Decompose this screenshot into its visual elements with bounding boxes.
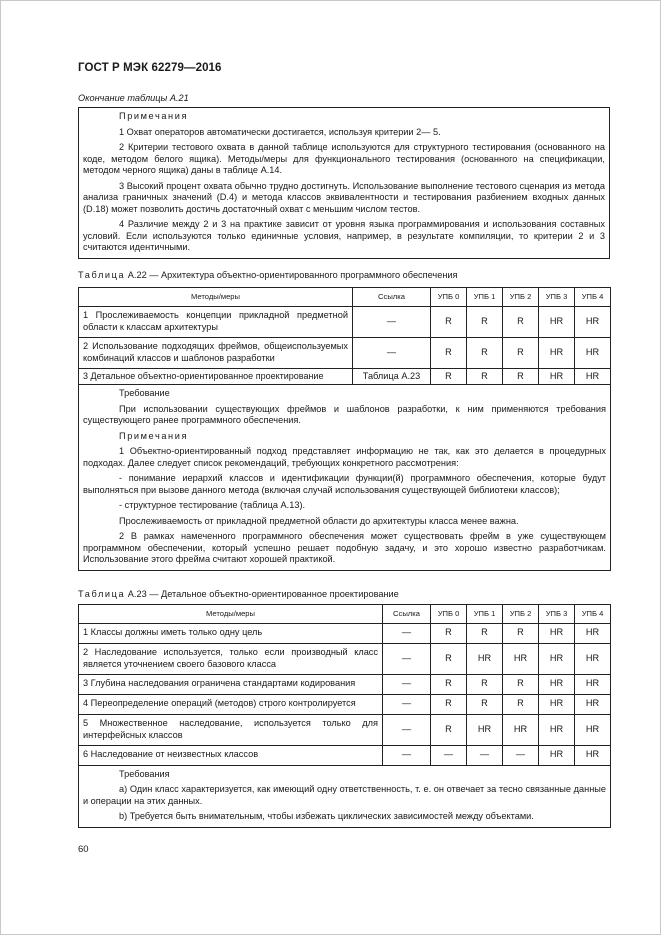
sil-cell: HR: [575, 337, 611, 368]
method-cell: 1 Прослеживаемость концепции прикладной предметной области к классам архитектуры: [79, 306, 353, 337]
column-header: УПБ 4: [575, 288, 611, 307]
table-row: [79, 368, 611, 385]
column-header: УПБ 1: [467, 288, 503, 307]
table-row: [79, 674, 611, 694]
sil-cell: HR: [575, 643, 611, 674]
table-row: [79, 623, 611, 643]
column-header: УПБ 0: [431, 605, 467, 624]
column-header: УПБ 3: [539, 288, 575, 307]
reference-cell: —: [383, 694, 431, 714]
reference-cell: —: [383, 745, 431, 765]
sil-cell: R: [503, 694, 539, 714]
sil-cell: HR: [575, 674, 611, 694]
notes-a21-item: 2 Критерии тестового охвата в данной таблице используются для структурного тестирования (основанного на коде, методом белого ящика). Методы/меры для функционального тестирования (основанного на спецификации, методом черного ящика) даны в таблице А.14.: [83, 142, 605, 175]
sil-cell: HR: [575, 714, 611, 745]
sil-cell: HR: [539, 674, 575, 694]
table-notes-row: [79, 385, 611, 571]
sil-cell: HR: [539, 337, 575, 368]
note-item: 1 Объектно-ориентированный подход представляет информацию не так, как это делается в процедурных подходах. Далее следует список рекомендаций, требующих конкретного рассмотрения:: [83, 446, 606, 468]
reference-cell: —: [383, 623, 431, 643]
sil-cell: HR: [539, 368, 575, 385]
requirement-heading: Требование: [119, 388, 170, 398]
reference-cell: —: [383, 714, 431, 745]
table-row: [79, 694, 611, 714]
requirement-item: b) Требуется быть внимательным, чтобы избежать циклических зависимостей между объектами.: [119, 811, 534, 821]
column-header: УПБ 3: [539, 605, 575, 624]
requirements-heading: Требования: [119, 768, 170, 779]
notes-a21-item: 1 Охват операторов автоматически достигается, используя критерии 2— 5.: [119, 126, 441, 137]
sil-cell: R: [467, 694, 503, 714]
sil-cell: —: [467, 745, 503, 765]
sil-cell: R: [467, 674, 503, 694]
method-cell: 4 Переопределение операций (методов) строго контролируется: [79, 694, 383, 714]
note-item: - структурное тестирование (таблица А.13).: [119, 500, 306, 510]
table-a23-caption: [78, 589, 399, 599]
column-header: УПБ 4: [575, 605, 611, 624]
sil-cell: HR: [539, 306, 575, 337]
sil-cell: HR: [467, 714, 503, 745]
table-row: [79, 306, 611, 337]
sil-cell: R: [431, 337, 467, 368]
table-a22: [78, 287, 611, 571]
column-header: УПБ 2: [503, 605, 539, 624]
table-a23-caption-title: А.23 — Детальное объектно-ориентированное проектирование: [125, 589, 399, 599]
sil-cell: R: [431, 368, 467, 385]
method-cell: 3 Детальное объектно-ориентированное проектирование: [79, 368, 353, 385]
notes-a21-item: 3 Высокий процент охвата обычно трудно достигнуть. Использование выполнение тестового сценария из метода анализа граничных значений (D.4) и метода классов эквивалентности и тестирования разбиением входных данных (D.18) может позволить достичь достаточный охват с меньшим числом тестов.: [83, 180, 605, 214]
sil-cell: R: [431, 694, 467, 714]
reference-cell: —: [383, 643, 431, 674]
notes-a21-item: 4 Различие между 2 и 3 на практике зависит от уровня языка программирования и использования составных условий. Если используются только единичные условия, например, в результате компиляции, то критерии 2 и 3 считаются идентичными.: [83, 219, 605, 252]
column-header: Методы/меры: [79, 288, 353, 307]
table-row: [79, 337, 611, 368]
method-cell: 3 Глубина наследования ограничена стандартами кодирования: [79, 674, 383, 694]
table-a23: [78, 604, 611, 828]
method-cell: 2 Использование подходящих фреймов, общеиспользуемых комбинаций классов и шаблонов разработки: [79, 337, 353, 368]
sil-cell: R: [431, 623, 467, 643]
note-item: 2 В рамках намеченного программного обеспечения может существовать фрейм в уже существующем программном обеспечении, который успешно решает подобную задачу, и это хорошо известно разработчикам. Использование этого фрейма считают хорошей практикой.: [83, 531, 606, 564]
reference-cell: —: [353, 306, 431, 337]
table-a23-caption-prefix: Таблица: [78, 589, 126, 599]
sil-cell: R: [431, 714, 467, 745]
sil-cell: R: [503, 368, 539, 385]
table-a22-caption: [78, 270, 458, 280]
sil-cell: R: [503, 337, 539, 368]
method-cell: 2 Наследование используется, только если производный класс является уточнением своего базового класса: [79, 643, 383, 674]
page-number: 60: [78, 844, 89, 855]
sil-cell: R: [503, 623, 539, 643]
sil-cell: HR: [539, 694, 575, 714]
table-row: [79, 643, 611, 674]
reference-cell: Таблица А.23: [353, 368, 431, 385]
sil-cell: R: [431, 643, 467, 674]
table-notes-row: [79, 765, 611, 827]
table-a23-requirements: [79, 765, 611, 827]
notes-a21-heading: Примечания: [119, 111, 189, 121]
document-header: ГОСТ Р МЭК 62279—2016: [78, 62, 222, 74]
sil-cell: R: [431, 674, 467, 694]
table-header-row: [79, 288, 611, 307]
note-item: Прослеживаемость от прикладной предметной области до архитектуры класса менее важна.: [119, 515, 519, 526]
sil-cell: HR: [575, 745, 611, 765]
sil-cell: HR: [575, 368, 611, 385]
sil-cell: HR: [539, 623, 575, 643]
table-header-row: [79, 605, 611, 624]
requirement-item: a) Один класс характеризуется, как имеющий одну ответственность, т. е. он отвечает за тесно связанные данные и операции на этих данных.: [83, 784, 606, 806]
column-header: Ссылка: [383, 605, 431, 624]
sil-cell: R: [467, 337, 503, 368]
sil-cell: HR: [539, 643, 575, 674]
sil-cell: —: [431, 745, 467, 765]
column-header: УПБ 1: [467, 605, 503, 624]
column-header: Методы/меры: [79, 605, 383, 624]
column-header: Ссылка: [353, 288, 431, 307]
sil-cell: R: [503, 306, 539, 337]
sil-cell: R: [431, 306, 467, 337]
reference-cell: —: [383, 674, 431, 694]
note-item: - понимание иерархий классов и идентификации функции(й) программного обеспечения, которые будут выполняться при вызове данного метода (включая случай использования существующей библиотеки классов);: [83, 473, 606, 495]
reference-cell: —: [353, 337, 431, 368]
method-cell: 1 Классы должны иметь только одну цель: [79, 623, 383, 643]
requirement-text: При использовании существующих фреймов и шаблонов разработки, к ним применяются требования существующего ранее программного обеспечения.: [83, 403, 606, 425]
sil-cell: HR: [575, 694, 611, 714]
table-a22-caption-title: А.22 — Архитектура объектно-ориентированного программного обеспечения: [125, 270, 458, 280]
sil-cell: HR: [575, 623, 611, 643]
sil-cell: HR: [539, 714, 575, 745]
sil-cell: HR: [503, 714, 539, 745]
table-row: [79, 714, 611, 745]
sil-cell: R: [503, 674, 539, 694]
method-cell: 5 Множественное наследование, используется только для интерфейсных классов: [79, 714, 383, 745]
table-row: [79, 745, 611, 765]
method-cell: 6 Наследование от неизвестных классов: [79, 745, 383, 765]
sil-cell: R: [467, 306, 503, 337]
sil-cell: R: [467, 368, 503, 385]
notes-heading: Примечания: [119, 430, 189, 441]
sil-cell: HR: [503, 643, 539, 674]
sil-cell: HR: [539, 745, 575, 765]
table-continuation-label: Окончание таблицы А.21: [78, 93, 189, 103]
column-header: УПБ 2: [503, 288, 539, 307]
sil-cell: HR: [467, 643, 503, 674]
column-header: УПБ 0: [431, 288, 467, 307]
sil-cell: R: [467, 623, 503, 643]
sil-cell: HR: [575, 306, 611, 337]
table-a22-caption-prefix: Таблица: [78, 270, 126, 280]
sil-cell: —: [503, 745, 539, 765]
notes-a21-box: [78, 107, 610, 259]
table-a22-notes: [79, 385, 611, 571]
